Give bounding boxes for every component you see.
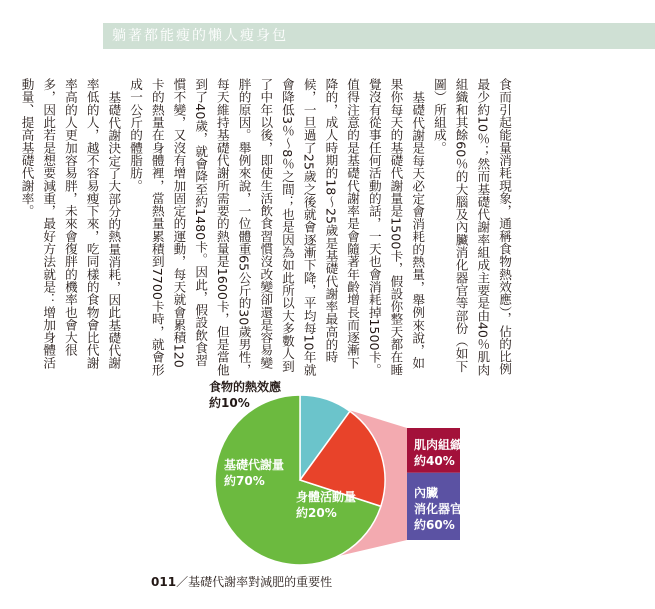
footer-separator: ／ xyxy=(176,575,189,589)
energy-breakdown-figure xyxy=(160,370,480,600)
breakdown-label-organs xyxy=(414,485,462,533)
slice-label-food-effect xyxy=(209,379,281,411)
breakdown-name: 肌肉組織 xyxy=(414,438,463,452)
breakdown-label-muscle xyxy=(414,437,462,469)
page-footer xyxy=(151,573,332,590)
breakdown-name-line: 內臟 xyxy=(414,486,439,500)
body-text xyxy=(19,78,515,376)
breakdown-value: 約60% xyxy=(414,518,455,532)
running-header-title: 躺著都能瘦的懶人瘦身包 xyxy=(112,28,288,44)
slice-name: 基礎代謝量 xyxy=(224,458,285,472)
paragraph: 基礎代謝決定了大部分的熱量消耗，因此基礎代謝率低的人，越不容易瘦下來，吃同樣的食物會比代謝率高的人更加容易胖，未來會復胖的機率也會大很多，因此若是想要減重，最好方法就是：增加身體活動量、提高基礎代謝率。 xyxy=(19,78,122,369)
slice-name: 身體活動量 xyxy=(296,490,357,504)
slice-label-activity xyxy=(296,489,356,521)
slice-label-basal xyxy=(224,457,284,489)
paragraph: 基礎代謝是每天必定會消耗的熱量，舉例來說，如果你每天的基礎代謝量是1500卡，假設你整天都在睡覺沒有從事任何活動的話，一天也會消耗掉1500卡。值得注意的是基礎代謝率是會隨著年齡增長而逐漸下降的，成人時期的18～25歲是基礎代謝率最高的時候，一旦過了25歲之後就會逐漸下降，平均每10年就會降低3％～8％之間；也是因為如此所以大多數人到了中年以後，即使生活飲食習慣沒改變卻還是容易變胖的原因。舉例來說，一位體重65公斤的30歲男性，每天維持基礎代謝所需要的熱量是1600卡，但是當他到了40歲，就會降至約1480卡。因此，假設飲食習慣不變，又沒有增加固定的運動，每天就會累積120卡的熱量在身體裡，當熱量累積到7700卡時，就會形成一公斤的體脂肪。 xyxy=(128,78,426,376)
chapter-title: 基礎代謝率對減肥的重要性 xyxy=(188,575,333,589)
slice-value: 約70% xyxy=(224,474,265,488)
page-number: 011 xyxy=(151,575,177,589)
paragraph: 食而引起能量消耗現象，通稱食物熱效應），佔的比例最少約10％；然而基礎代謝率組成主要是由40％肌肉組織和其餘60％的大腦及內臟消化器官等部份（如下圖）所組成。 xyxy=(431,78,512,376)
slice-value: 約10% xyxy=(209,396,250,410)
slice-name: 食物的熱效應 xyxy=(209,380,282,394)
slice-value: 約20% xyxy=(296,506,337,520)
breakdown-value: 約40% xyxy=(414,454,455,468)
breakdown-name-line: 消化器官 xyxy=(414,502,463,516)
